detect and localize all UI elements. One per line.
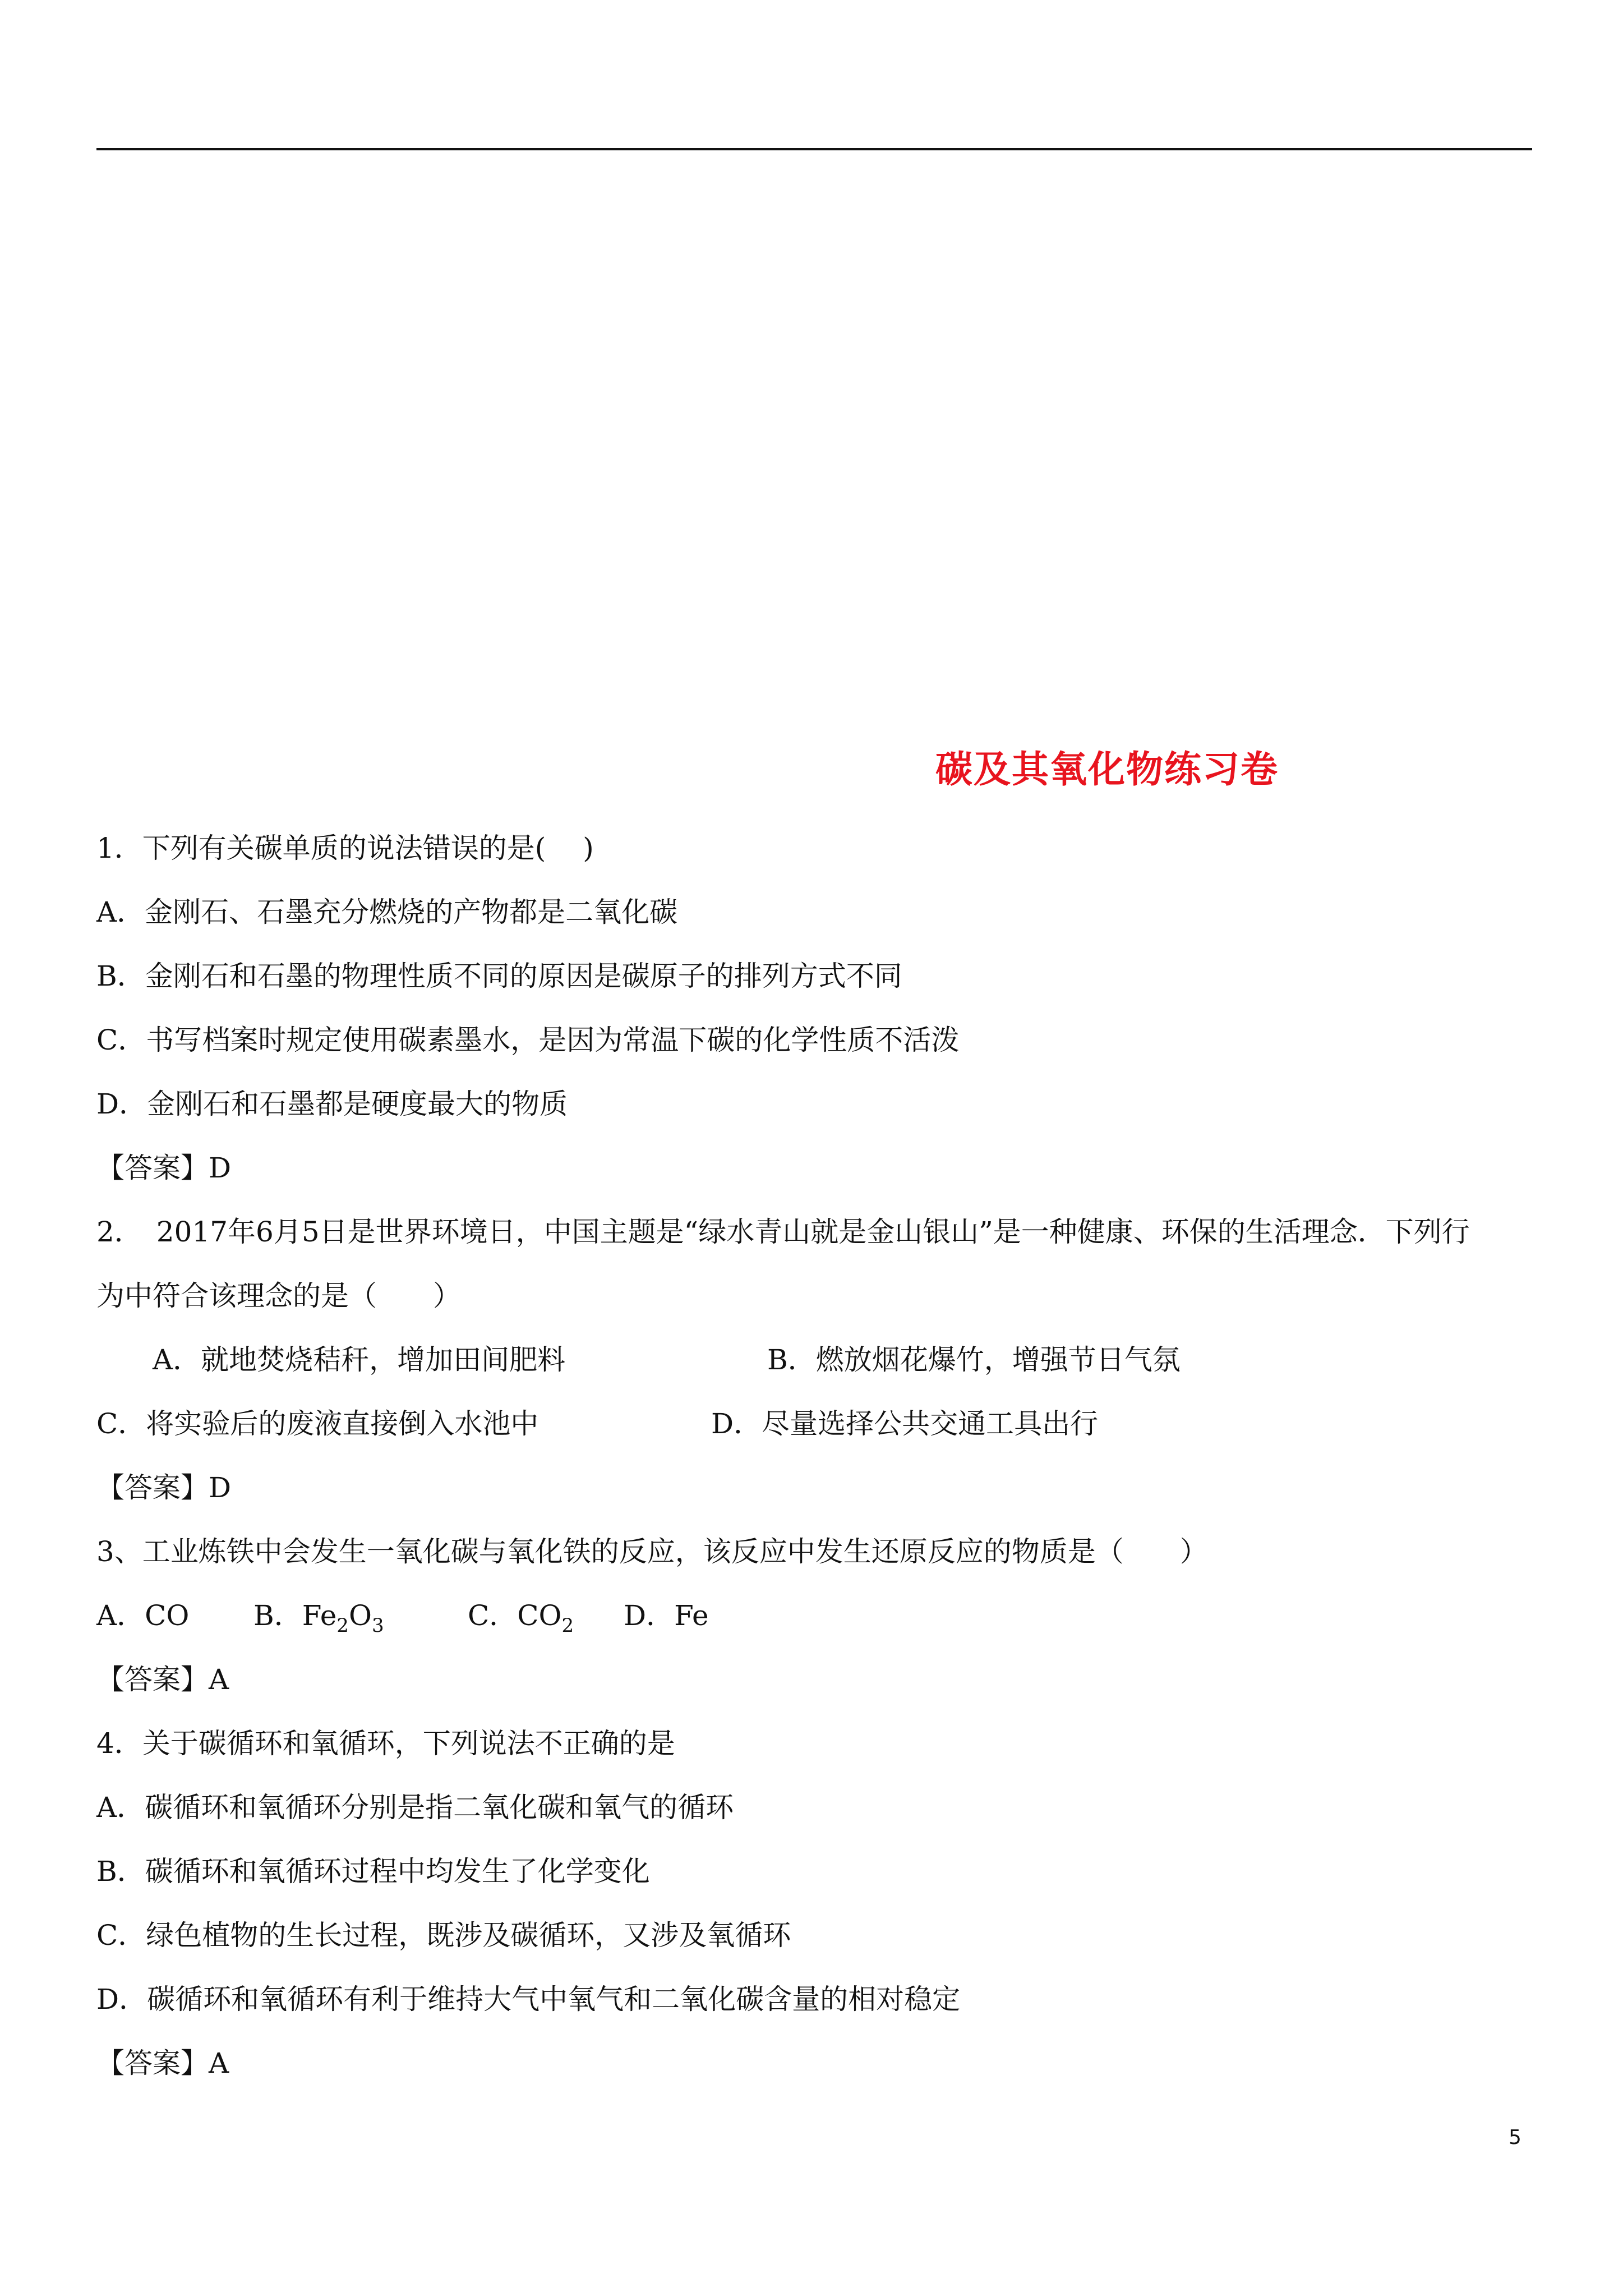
question-1-option-a: A．金刚石、石墨充分燃烧的产物都是二氧化碳 [96, 896, 678, 928]
page-title: 碳及其氧化物练习卷 [935, 748, 1279, 791]
question-2-option-b: B．燃放烟花爆竹，增强节日气氛 [767, 1343, 1181, 1376]
question-4-option-c: C．绿色植物的生长过程，既涉及碳循环，又涉及氧循环 [96, 1919, 791, 1952]
question-2-answer: 【答案】D [96, 1471, 232, 1504]
question-4-stem: 4．关于碳循环和氧循环，下列说法不正确的是 [96, 1727, 675, 1760]
subscript: 3 [371, 1614, 384, 1637]
question-1-answer: 【答案】D [96, 1152, 232, 1184]
header-rule [96, 148, 1532, 150]
question-4-answer: 【答案】A [96, 2047, 229, 2079]
option-b-text-mid: O [348, 1599, 372, 1632]
option-c-text: C．CO [468, 1599, 562, 1632]
question-1-option-b: B．金刚石和石墨的物理性质不同的原因是碳原子的排列方式不同 [96, 960, 902, 992]
question-3-option-a: A．CO [96, 1599, 190, 1632]
question-3-stem: 3、工业炼铁中会发生一氧化碳与氧化铁的反应，该反应中发生还原反应的物质是（ ） [96, 1535, 1208, 1568]
question-3-option-d: D．Fe [624, 1599, 709, 1632]
question-1-option-d: D．金刚石和石墨都是硬度最大的物质 [96, 1088, 568, 1120]
question-4-option-d: D．碳循环和氧循环有利于维持大气中氧气和二氧化碳含量的相对稳定 [96, 1983, 961, 2016]
subscript: 2 [561, 1614, 574, 1637]
option-b-text: B．Fe [253, 1599, 337, 1632]
question-1-option-c: C．书写档案时规定使用碳素墨水，是因为常温下碳的化学性质不活泼 [96, 1024, 960, 1056]
question-2-option-c: C．将实验后的废液直接倒入水池中 [96, 1407, 539, 1440]
question-2-option-a: A．就地焚烧秸秆，增加田间肥料 [153, 1343, 566, 1376]
question-3-answer: 【答案】A [96, 1663, 229, 1696]
question-3-option-c [468, 1599, 574, 1637]
question-1-stem: 1．下列有关碳单质的说法错误的是( ) [96, 832, 594, 864]
question-4-option-a: A．碳循环和氧循环分别是指二氧化碳和氧气的循环 [96, 1791, 734, 1824]
question-4-option-b: B．碳循环和氧循环过程中均发生了化学变化 [96, 1855, 650, 1888]
question-2-option-d: D．尽量选择公共交通工具出行 [711, 1407, 1099, 1440]
subscript: 2 [336, 1614, 349, 1637]
page-number: 5 [1509, 2126, 1521, 2149]
question-2-stem-line1: 2． 2017年6月5日是世界环境日，中国主题是“绿水青山就是金山银山”是一种健康、环保的生活理念．下列行 [96, 1216, 1470, 1248]
question-3-option-b [253, 1599, 384, 1637]
question-2-stem-line2: 为中符合该理念的是（ ） [96, 1280, 461, 1312]
